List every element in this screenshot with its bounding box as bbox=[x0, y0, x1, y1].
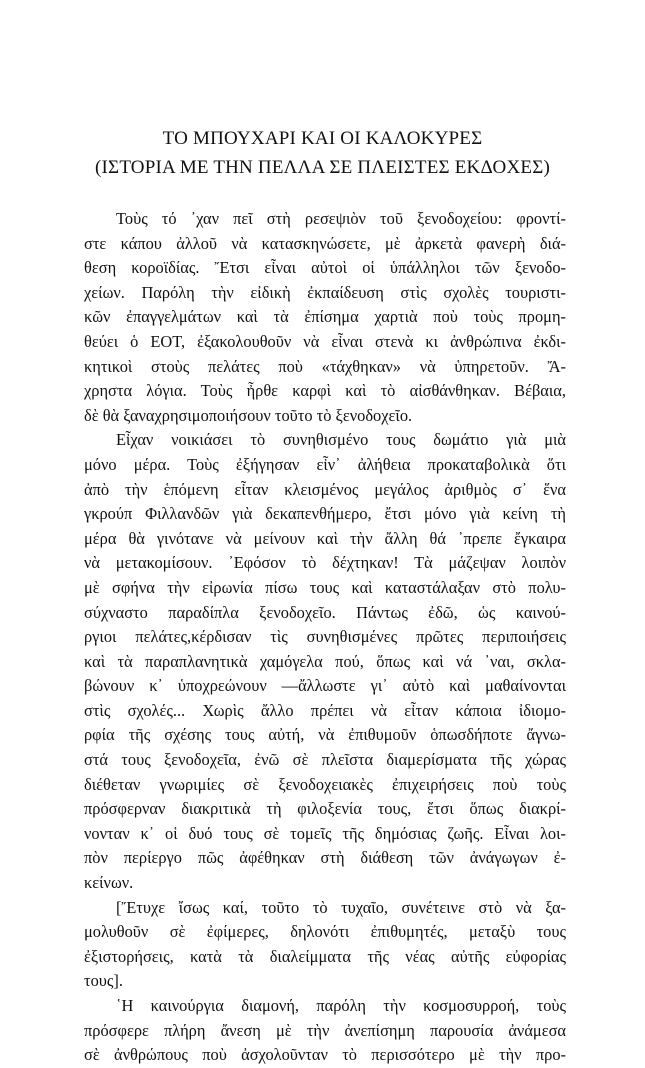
text-line: [Ἔτυχε ἴσως καί, τοῦτο τὸ τυχαῖο, συνέτεινε στὸ νὰ ξα- bbox=[116, 897, 566, 917]
text-line: στε κάπου ἀλλοῦ νὰ κατασκηνώσετε, μὲ ἀρκετὰ φανερὴ διά- bbox=[84, 233, 566, 253]
title-line-1: ΤΟ ΜΠΟΥΧΑΡΙ ΚΑΙ ΟΙ ΚΑΛΟΚΥΡΕΣ bbox=[162, 128, 483, 149]
text-line: μόνο μέρα. Τοὺς ἐξήγησαν εἶν᾿ ἀλήθεια προκαταβολικὰ ὅτι bbox=[84, 454, 566, 474]
text-line: στά τους ξενοδοχεῖα, ἐνῶ σὲ πλεῖστα διαμερίσματα τῆς χώρας bbox=[84, 750, 566, 770]
text-line: ρφία τῆς σχέσης τους αὐτή, νὰ ἐπιθυμοῦν ὁπωσδήποτε ἄγνω- bbox=[84, 725, 566, 745]
title-line-2: (ΙΣΤΟΡΙΑ ΜΕ ΤΗΝ ΠΕΛΛΑ ΣΕ ΠΛΕΙΣΤΕΣ ΕΚΔΟΧΕΣ) bbox=[95, 157, 550, 178]
text-line: κητικοὶ στοὺς πελάτες ποὺ «τάχθηκαν» νὰ ὑπηρετοῦν. Ἄ- bbox=[84, 356, 566, 376]
text-line: καὶ τὰ παραπλανητικὰ χαμόγελα πού, ὅπως καὶ νά ᾿ναι, σκλα- bbox=[84, 651, 566, 671]
chapter-title bbox=[0, 124, 645, 182]
text-line: μέρα θὰ γινότανε νὰ μείνουν καὶ τὴν ἄλλη θά ᾿πρεπε ἔγκαιρα bbox=[84, 528, 566, 548]
text-line: βώνουν κ᾿ ὑποχρεώνουν —ἄλλωστε γι᾿ αὐτὸ καὶ μαθαίνονται bbox=[84, 676, 566, 696]
text-line: τους]. bbox=[84, 971, 123, 991]
text-line: ἀπὸ τὴν ἑπόμενη εἶταν κλεισμένος μεγάλος ἀριθμὸς σ᾿ ἕνα bbox=[84, 479, 566, 499]
text-line: χρηστα λόγια. Τοὺς ἦρθε καρφὶ καὶ τὸ αἰσθάνθηκαν. Βέβαια, bbox=[84, 381, 566, 401]
text-line: Τοὺς τό ᾿χαν πεῖ στὴ ρεσεψιὸν τοῦ ξενοδοχείου: φροντί- bbox=[116, 209, 566, 228]
text-line: θεύει ὁ ΕΟΤ, ἐξακολουθοῦν νὰ εἶναι στενὰ κι ἀνθρώπινα ἐκδι- bbox=[84, 331, 566, 351]
text-line: πρόσφερναν διακριτικὰ τὴ φιλοξενία τους, ἔτσι ὅπως διακρί- bbox=[84, 799, 566, 819]
text-line: ῾Η καινούργια διαμονή, παρόλη τὴν κοσμοσυρροή, τοὺς bbox=[116, 996, 566, 1015]
text-line: πὸν περίεργο πῶς ἀφέθηκαν στὴ διάθεση τῶν ἀνάγωγων ἐ- bbox=[84, 848, 566, 868]
text-line: νονταν κ᾿ οἱ δυό τους σὲ τομεῖς τῆς δημόσιας ζωῆς. Εἶναι λοι- bbox=[84, 823, 566, 843]
text-line: Εἶχαν νοικιάσει τὸ συνηθισμένο τους δωμάτιο γιὰ μιὰ bbox=[116, 430, 566, 450]
text-line: μὲ σφήνα τὴν εἰρωνία πίσω τους καὶ καταστάλαξαν στὸ πολυ- bbox=[84, 577, 566, 597]
text-line: διέθεταν γνωριμίες σὲ ξενοδοχειακὲς ἐπιχειρήσεις ποὺ τοὺς bbox=[84, 774, 566, 794]
text-line: πρόσφερε πλήρη ἄνεση μὲ τὴν ἀνεπίσημη παρουσία ἀνάμεσα bbox=[84, 1020, 566, 1040]
text-line: κῶν ἐπαγγελμάτων καὶ τὰ ἐπίσημα χαρτιὰ ποὺ τοὺς προμη- bbox=[84, 307, 566, 327]
text-line: σύχναστο παραδίπλα ξενοδοχεῖο. Πάντως ἐδῶ, ὡς καινού- bbox=[84, 602, 566, 622]
text-line: ἐξιστορήσεις, κατὰ τὰ διαλείμματα τῆς νέας αὐτῆς εὐφορίας bbox=[84, 946, 566, 966]
text-line: κείνων. bbox=[84, 873, 134, 893]
body-text bbox=[84, 207, 566, 1068]
text-line: θεση κοροϊδίας. Ἔτσι εἶναι αὐτοὶ οἱ ὑπάλληλοι τῶν ξενοδο- bbox=[84, 258, 566, 278]
text-line: στὶς σχολές... Χωρὶς ἄλλο πρέπει νὰ εἶταν κάποια ἰδιομο- bbox=[84, 700, 566, 720]
text-line: ργιοι πελάτες,κέρδισαν τὶς συνηθισμένες πρῶτες περιποιήσεις bbox=[84, 627, 566, 647]
text-line: γκρούπ Φιλλανδῶν γιὰ δεκαπενθήμερο, ἔτσι μόνο γιὰ κείνη τὴ bbox=[84, 504, 566, 524]
text-line: μολυθοῦν σὲ ἐφίμερες, δηλονότι ἐπιθυμητές, μεταξὺ τους bbox=[84, 922, 566, 942]
text-line: νὰ μετακομίσουν. ᾿Εφόσον τὸ δέχτηκαν! Τὰ μάζεψαν λοιπὸν bbox=[84, 553, 566, 573]
text-line: χείων. Παρόλη τὴν εἰδικὴ ἐκπαίδευση στὶς σχολὲς τουριστι- bbox=[84, 282, 566, 302]
text-line: σὲ ἀνθρώπους ποὺ ἀσχολοῦνταν τὸ περισσότερο μὲ τὴν προ- bbox=[84, 1045, 566, 1065]
text-line: δὲ θὰ ξαναχρησιμοποιήσουν τοῦτο τὸ ξενοδοχεῖο. bbox=[84, 405, 413, 425]
